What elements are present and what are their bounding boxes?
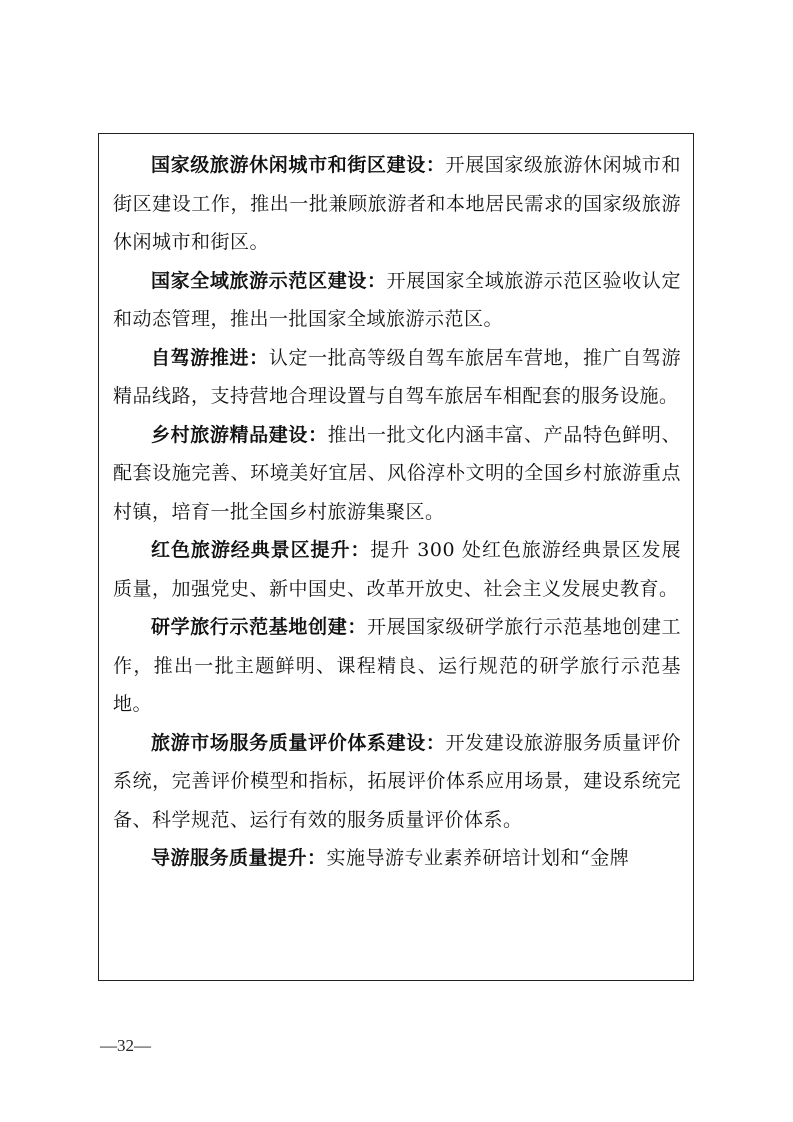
paragraph-text: 实施导游专业素养研培计划和“金牌 bbox=[326, 847, 630, 869]
paragraph-service-quality-evaluation bbox=[113, 724, 681, 840]
paragraph-text: 开展国家级研学旅行示范基地创建工作，推出一批主题鲜明、课程精良、运行规范的研学旅行示范基地。 bbox=[113, 616, 681, 715]
paragraph-study-travel-base bbox=[113, 608, 681, 724]
content-body bbox=[113, 146, 681, 878]
paragraph-heading: 研学旅行示范基地创建： bbox=[151, 616, 367, 638]
paragraph-text: 推出一批文化内涵丰富、产品特色鲜明、配套设施完善、环境美好宜居、风俗淳朴文明的全国乡村旅游重点村镇，培育一批全国乡村旅游集聚区。 bbox=[113, 423, 681, 523]
paragraph-heading: 乡村旅游精品建设： bbox=[151, 423, 328, 446]
paragraph-tour-guide-quality bbox=[113, 839, 681, 878]
paragraph-tourism-leisure-city bbox=[113, 146, 681, 262]
paragraph-heading: 国家级旅游休闲城市和街区建设： bbox=[151, 154, 446, 176]
page-number: —32— bbox=[100, 1036, 151, 1055]
content-box bbox=[98, 133, 694, 981]
paragraph-all-for-one-demo-zone bbox=[113, 262, 681, 339]
paragraph-red-tourism bbox=[113, 531, 681, 608]
paragraph-text: 开展国家全域旅游示范区验收认定和动态管理，推出一批国家全域旅游示范区。 bbox=[113, 269, 681, 330]
paragraph-heading: 自驾游推进： bbox=[151, 346, 269, 369]
paragraph-heading: 旅游市场服务质量评价体系建设： bbox=[151, 731, 446, 754]
paragraph-heading: 红色旅游经典景区提升： bbox=[151, 539, 371, 561]
paragraph-heading: 国家全域旅游示范区建设： bbox=[151, 269, 387, 292]
paragraph-text: 提升 300 处红色旅游经典景区发展质量，加强党史、新中国史、改革开放史、社会主义发展史教育。 bbox=[113, 539, 681, 600]
paragraph-text: 认定一批高等级自驾车旅居车营地，推广自驾游精品线路，支持营地合理设置与自驾车旅居车相配套的服务设施。 bbox=[113, 346, 681, 407]
paragraph-text: 开展国家级旅游休闲城市和街区建设工作，推出一批兼顾旅游者和本地居民需求的国家级旅游休闲城市和街区。 bbox=[113, 154, 681, 253]
paragraph-self-drive bbox=[113, 339, 681, 416]
paragraph-text: 开发建设旅游服务质量评价系统，完善评价模型和指标，拓展评价体系应用场景，建设系统完备、科学规范、运行有效的服务质量评价体系。 bbox=[113, 731, 681, 831]
paragraph-rural-tourism bbox=[113, 416, 681, 532]
paragraph-heading: 导游服务质量提升： bbox=[151, 847, 327, 869]
